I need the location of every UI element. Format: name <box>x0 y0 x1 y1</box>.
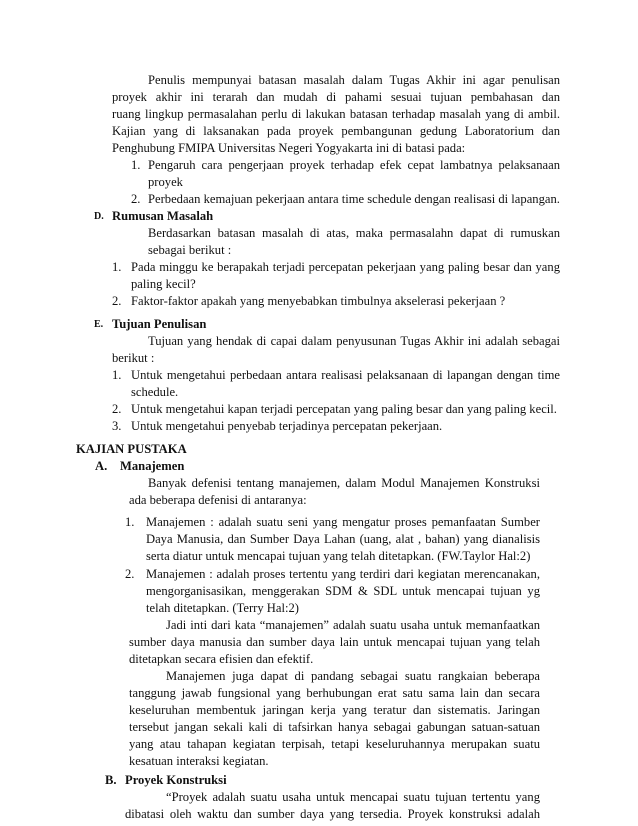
batasan-item-text: proyek <box>148 175 183 189</box>
manajemen-item-text: mengorganisasikan, menggerakan SDM & SDL untuk mencapai tujuan yg <box>146 584 540 598</box>
manajemen-paragraph: sumber daya manusia dan sumber daya lain untuk mencapai tujuan yang telah <box>129 635 540 649</box>
manajemen-paragraph: Jadi inti dari kata “manajemen” adalah suatu usaha untuk memanfaatkan <box>166 618 540 632</box>
tujuan-item-num: 1. <box>112 368 122 382</box>
batasan-item-num: 2. <box>131 192 141 206</box>
tujuan-intro: Tujuan yang hendak di capai dalam penyusunan Tugas Akhir ini adalah sebagai <box>148 334 560 348</box>
rumusan-item-text: Pada minggu ke berapakah terjadi percepatan pekerjaan yang paling besar dan yang <box>131 260 560 274</box>
manajemen-intro: Banyak defenisi tentang manajemen, dalam Modul Manajemen Konstruksi <box>148 476 540 490</box>
rumusan-intro: Berdasarkan batasan masalah di atas, maka permasalahn dapat di rumuskan <box>148 226 560 240</box>
tujuan-item-text: Untuk mengetahui penyebab terjadinya percepatan pekerjaan. <box>131 419 443 433</box>
rumusan-intro: sebagai berikut : <box>148 243 232 257</box>
manajemen-paragraph: keseluruhan membentuk jaringan kerja yang teratur dan sistematis. Jaringan <box>129 703 540 717</box>
section-label: D. <box>94 211 104 222</box>
proyek-paragraph: dibatasi oleh waktu dan sumber daya yang tersedia. Proyek konstruksi adalah <box>125 807 540 821</box>
chapter-heading: KAJIAN PUSTAKA <box>76 442 187 456</box>
subsection-label: A. <box>95 459 108 473</box>
manajemen-item-text: Daya Manusia, dan Sumber Daya Lahan (uang, alat , bahan) yang dianalisis <box>146 532 540 546</box>
manajemen-paragraph: tersebut jangan sekali kali di tafsirkan hanya sebagai gabungan satuan-satuan <box>129 720 540 734</box>
section-heading: Rumusan Masalah <box>112 209 214 223</box>
batasan-line-4: Kajian yang di laksanakan pada proyek pembangunan gedung Laboratorium dan <box>112 124 560 138</box>
manajemen-item-num: 2. <box>125 567 135 581</box>
batasan-line-3: ruang lingkup permasalahan perlu di lakukan batasan terhadap masalah yang di ambil. <box>112 107 560 121</box>
batasan-item-text: Pengaruh cara pengerjaan proyek terhadap efek cepat lambatnya pelaksanaan <box>148 158 560 172</box>
tujuan-intro: berikut : <box>112 351 155 365</box>
tujuan-item-num: 2. <box>112 402 122 416</box>
manajemen-item-text: Manajemen : adalah suatu seni yang mengatur proses pemanfaatan Sumber <box>146 515 540 529</box>
batasan-item-num: 1. <box>131 158 141 172</box>
tujuan-item-num: 3. <box>112 419 122 433</box>
proyek-paragraph: “Proyek adalah suatu usaha untuk mencapai suatu tujuan tertentu yang <box>166 790 540 804</box>
tujuan-item-text: Untuk mengetahui kapan terjadi percepatan yang paling besar dan yang paling kecil. <box>131 402 557 416</box>
batasan-line-5: Penghubung FMIPA Universitas Negeri Yogyakarta ini di batasi pada: <box>112 141 466 155</box>
manajemen-paragraph: ditetapkan secara efisien dan efektif. <box>129 652 314 666</box>
manajemen-paragraph: yang atau tahapan kegiatan terpisah, tetapi keseluruhannya merupakan suatu <box>129 737 540 751</box>
rumusan-item-text: Faktor-faktor apakah yang menyebabkan timbulnya akselerasi pekerjaan ? <box>131 294 506 308</box>
batasan-line-2: proyek akhir ini terarah dan mudah di pahami sesuai tujuan pembahasan dan <box>112 90 560 104</box>
manajemen-item-text: telah ditetapkan. (Terry Hal:2) <box>146 601 299 615</box>
rumusan-item-num: 1. <box>112 260 122 274</box>
batasan-line-1: Penulis mempunyai batasan masalah dalam Tugas Akhir ini agar penulisan <box>148 73 560 87</box>
rumusan-item-num: 2. <box>112 294 122 308</box>
manajemen-paragraph: Manajemen juga dapat di pandang sebagai suatu rangkaian beberapa <box>166 669 540 683</box>
subsection-heading: Manajemen <box>120 459 185 473</box>
tujuan-item-text: schedule. <box>131 385 179 399</box>
subsection-heading: Proyek Konstruksi <box>125 773 227 787</box>
tujuan-item-text: Untuk mengetahui perbedaan antara realisasi pelaksanaan di lapangan dengan time <box>131 368 560 382</box>
manajemen-item-text: serta diatur untuk mencapai tujuan yang telah ditetapkan. (FW.Taylor Hal:2) <box>146 549 531 563</box>
subsection-label: B. <box>105 773 117 787</box>
section-label: E. <box>94 319 104 330</box>
manajemen-item-text: Manajemen : adalah proses tertentu yang terdiri dari kegiatan merencanakan, <box>146 567 540 581</box>
manajemen-item-num: 1. <box>125 515 135 529</box>
rumusan-item-text: paling kecil? <box>131 277 196 291</box>
batasan-item-text: Perbedaan kemajuan pekerjaan antara time schedule dengan realisasi di lapangan. <box>148 192 560 206</box>
manajemen-paragraph: kesatuan interaksi kegiatan. <box>129 754 269 768</box>
manajemen-intro: ada beberapa defenisi di antaranya: <box>129 493 307 507</box>
section-heading: Tujuan Penulisan <box>112 317 207 331</box>
manajemen-paragraph: tanggung jawab fungsional yang berhubungan erat satu sama lain dan secara <box>129 686 540 700</box>
